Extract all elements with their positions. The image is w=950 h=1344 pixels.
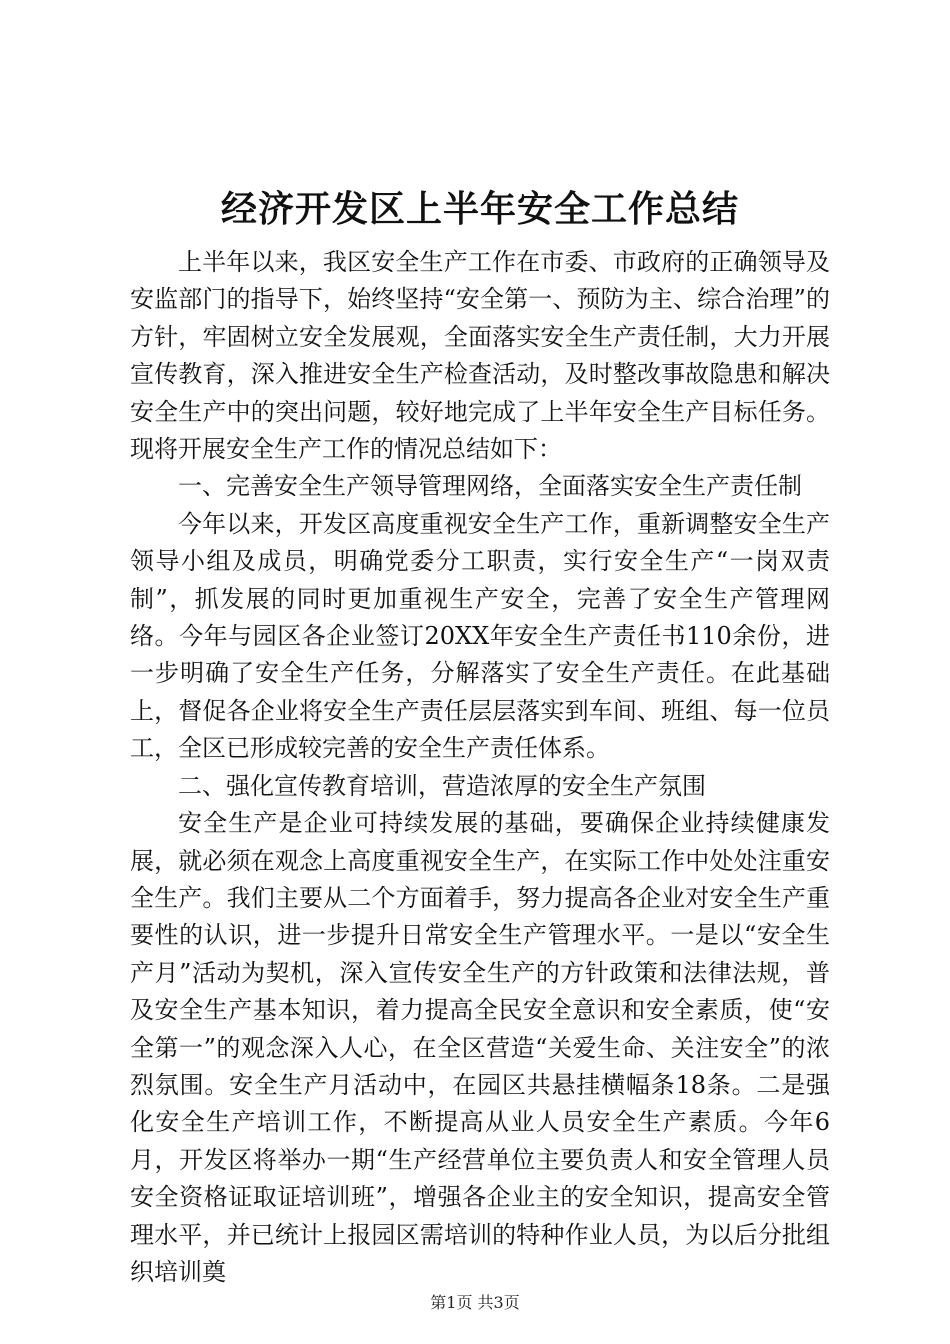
document-body <box>130 184 830 1291</box>
section-2-paragraph: 安全生产是企业可持续发展的基础，要确保企业持续健康发展，就必须在观念上高度重视安全生产，在实际工作中处处注重安全生产。我们主要从二个方面着手，努力提高各企业对安全生产重要性的认识，进一步提升日常安全生产管理水平。一是以“安全生产月”活动为契机，深入宣传安全生产的方针政策和法律法规，普及安全生产基本知识，着力提高全民安全意识和安全素质，使“安全第一”的观念深入人心，在全区营造“关爱生命、关注安全”的浓烈氛围。安全生产月活动中，在园区共悬挂横幅条18条。二是强化安全生产培训工作，不断提高从业人员安全生产素质。今年6月，开发区将举办一期“生产经营单位主要负责人和安全管理人员安全资格证取证培训班”，增强各企业主的安全知识，提高安全管理水平，并已统计上报园区需培训的特种作业人员，为以后分批组织培训奠 <box>130 809 830 1286</box>
intro-paragraph: 上半年以来，我区安全生产工作在市委、市政府的正确领导及安监部门的指导下，始终坚持“安全第一、预防为主、综合治理”的方针，牢固树立安全发展观，全面落实安全生产责任制，大力开展宣传教育，深入推进安全生产检查活动，及时整改事故隐患和解决安全生产中的突出问题，较好地完成了上半年安全生产目标任务。现将开展安全生产工作的情况总结如下： <box>130 248 830 464</box>
section-1-paragraph: 今年以来，开发区高度重视安全生产工作，重新调整安全生产领导小组及成员，明确党委分工职责，实行安全生产“一岗双责制”，抓发展的同时更加重视生产安全，完善了安全生产管理网络。今年与园区各企业签订20XX年安全生产责任书110余份，进一步明确了安全生产任务，分解落实了安全生产责任。在此基础上，督促各企业将安全生产责任层层落实到车间、班组、每一位员工，全区已形成较完善的安全生产责任体系。 <box>130 509 830 763</box>
section-heading-1: 一、完善安全生产领导管理网络，全面落实安全生产责任制 <box>178 472 802 501</box>
document-title: 经济开发区上半年安全工作总结 <box>220 189 739 230</box>
section-heading-2: 二、强化宣传教育培训，营造浓厚的安全生产氛围 <box>178 771 706 800</box>
page-number-footer: 第1页 共3页 <box>430 1293 520 1312</box>
